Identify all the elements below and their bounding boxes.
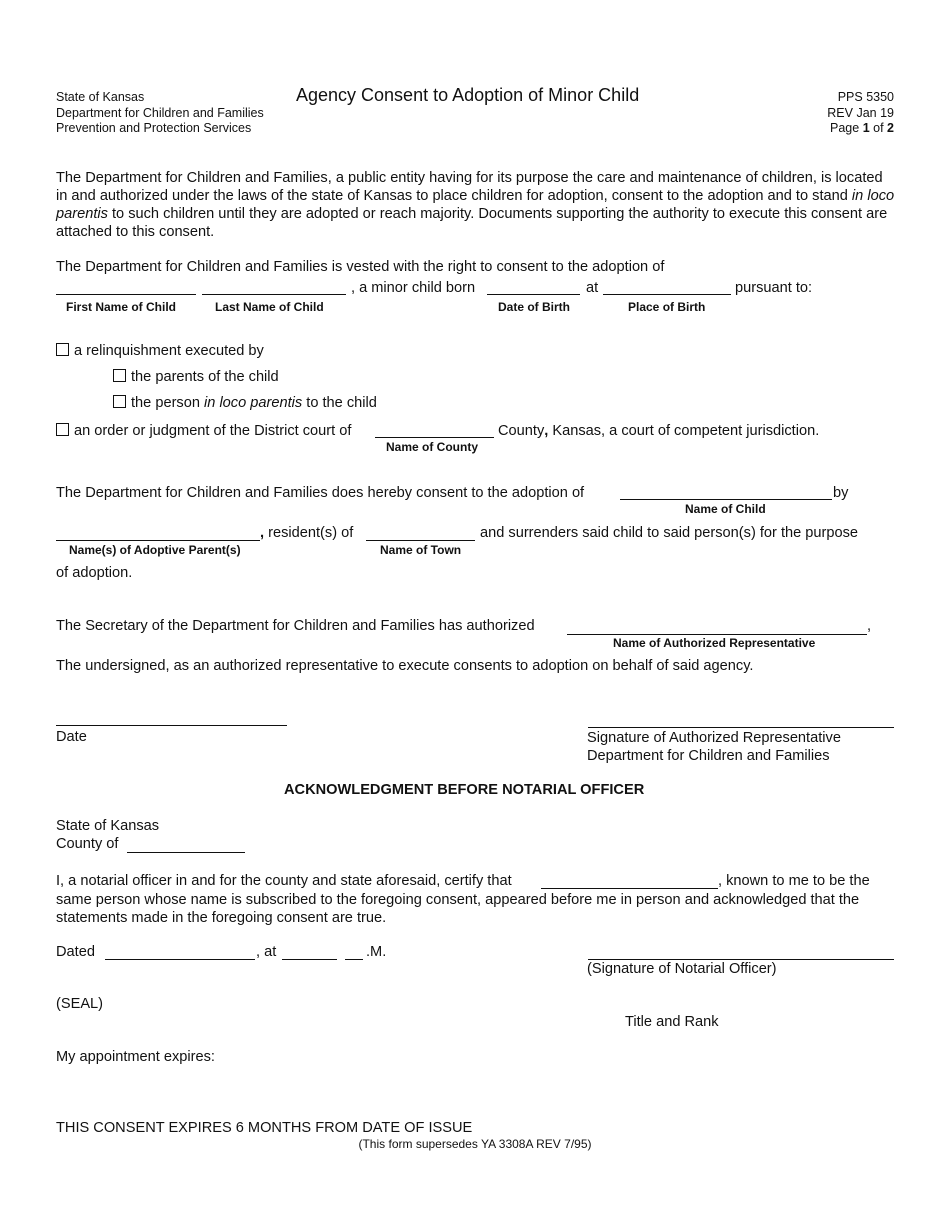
first-name-field[interactable] [56,294,196,295]
court-order-prefix: an order or judgment of the District court of [74,423,352,439]
residents-comma: , [260,525,265,541]
adoptive-parents-label: Name(s) of Adoptive Parent(s) [69,543,241,557]
option-parents [113,369,279,385]
relinquishment-label: a relinquishment executed by [74,343,264,359]
agency-line-state: State of Kansas [56,90,145,104]
certify-part2: , known to me to be the [718,873,870,889]
court-order-suffix: Kansas, a court of competent jurisdiction. [552,423,820,439]
town-label: Name of Town [380,543,462,557]
authorization-comma: , [867,618,872,634]
intro-part2: to such children until they are adopted or reach majority. Documents supporting the authority to execute this consent are attached to this consent. [56,206,888,240]
certify-rest: same person whose name is subscribed to the foregoing consent, appeared before me in person and acknowledged that the statements made in the foregoing consent are true. [56,892,860,926]
authorized-signature-field[interactable] [588,727,894,728]
intro-part1: The Department for Children and Families, a public entity having for its purpose the care and maintenance of children, is located in and authorized under the laws of the state of Kansas to place children for adoption, consent to the adoption and to stand [56,170,883,204]
agency-block [56,90,264,137]
name-of-child-field[interactable] [620,499,832,500]
parents-checkbox[interactable] [113,369,126,382]
supersedes-note: (This form supersedes YA 3308A REV 7/95) [358,1137,592,1151]
notary-heading: ACKNOWLEDGMENT BEFORE NOTARIAL OFFICER [284,782,645,798]
option-person-loco-parentis [113,395,377,411]
first-name-label: First Name of Child [66,300,177,314]
last-name-field[interactable] [202,294,346,295]
adoptive-parents-field[interactable] [56,540,260,541]
dated-time-field[interactable] [282,959,337,960]
dob-label: Date of Birth [498,300,570,314]
certified-person-field[interactable] [541,888,718,889]
vested-statement: The Department for Children and Families is vested with the right to consent to the adoption of [56,259,665,275]
form-number: PPS 5350 [837,90,894,104]
person-prefix: the person [131,395,200,411]
authorized-signature-caption [587,729,841,765]
minor-child-born-text: , a minor child born [351,280,476,296]
form-title: Agency Consent to Adoption of Minor Child [296,85,640,105]
title-rank-label: Title and Rank [625,1014,719,1030]
notary-signature-label: (Signature of Notarial Officer) [587,961,777,977]
option-relinquishment [56,343,264,359]
page-indicator [827,121,894,137]
page-current: 1 [862,121,870,135]
notary-signature-field[interactable] [588,959,894,960]
name-of-child-label: Name of Child [685,502,766,516]
county-label: Name of County [386,440,479,454]
sig-caption-line2: Department for Children and Families [587,748,830,764]
seal-text: (SEAL) [56,996,104,1012]
dated-m-text: .M. [366,944,387,960]
agency-line-division: Prevention and Protection Services [56,121,252,135]
parents-label: the parents of the child [131,369,279,385]
person-checkbox[interactable] [113,395,126,408]
form-info-block [827,90,894,137]
by-text: by [833,485,849,501]
dated-at-text: , at [256,944,277,960]
person-latin-term: in loco parentis [204,395,303,411]
consent-statement: The Department for Children and Families does hereby consent to the adoption of [56,485,585,501]
relinquishment-checkbox[interactable] [56,343,69,356]
sig-caption-line1: Signature of Authorized Representative [587,730,841,746]
at-text: at [586,280,599,296]
pob-label: Place of Birth [628,300,706,314]
agency-line-department: Department for Children and Families [56,105,264,120]
court-order-tail [498,423,819,439]
dated-date-field[interactable] [105,959,255,960]
intro-latin-term: in loco parentis [56,188,895,222]
authorization-statement: The Secretary of the Department for Children and Families has authorized [56,618,535,634]
pursuant-to-text: pursuant to: [735,280,813,296]
consent-expiry-notice: THIS CONSENT EXPIRES 6 MONTHS FROM DATE OF ISSUE [56,1120,473,1136]
of-adoption-text: of adoption. [56,565,133,581]
town-field[interactable] [366,540,475,541]
residents-text [260,525,353,541]
date-label: Date [56,729,87,745]
court-comma: , [544,423,549,439]
notary-county-field[interactable] [127,852,245,853]
county-field[interactable] [375,437,494,438]
page-prefix: Page [830,121,860,135]
certify-part1: I, a notarial officer in and for the county and state aforesaid, certify that [56,873,512,889]
dated-label: Dated [56,944,95,960]
notary-county-label: County of [56,836,119,852]
court-county-word: County [498,423,545,439]
option-court-order [56,423,351,439]
notary-state: State of Kansas [56,818,160,834]
authorized-rep-field[interactable] [567,634,867,635]
place-of-birth-field[interactable] [603,294,731,295]
undersigned-statement: The undersigned, as an authorized representative to execute consents to adoption on behalf of said agency. [56,658,754,674]
dated-ampm-field[interactable] [345,959,363,960]
residents-of-label: resident(s) of [268,525,354,541]
person-suffix: to the child [306,395,377,411]
authorized-rep-label: Name of Authorized Representative [613,636,816,650]
court-order-checkbox[interactable] [56,423,69,436]
last-name-label: Last Name of Child [215,300,324,314]
intro-paragraph [56,169,896,241]
surrenders-text: and surrenders said child to said person(s) for the purpose [480,525,859,541]
page-total: 2 [887,121,894,135]
date-signature-field[interactable] [56,725,287,726]
appointment-expires-label: My appointment expires: [56,1049,215,1065]
page-of: of [873,121,884,135]
date-of-birth-field[interactable] [487,294,580,295]
form-revision: REV Jan 19 [827,105,894,120]
